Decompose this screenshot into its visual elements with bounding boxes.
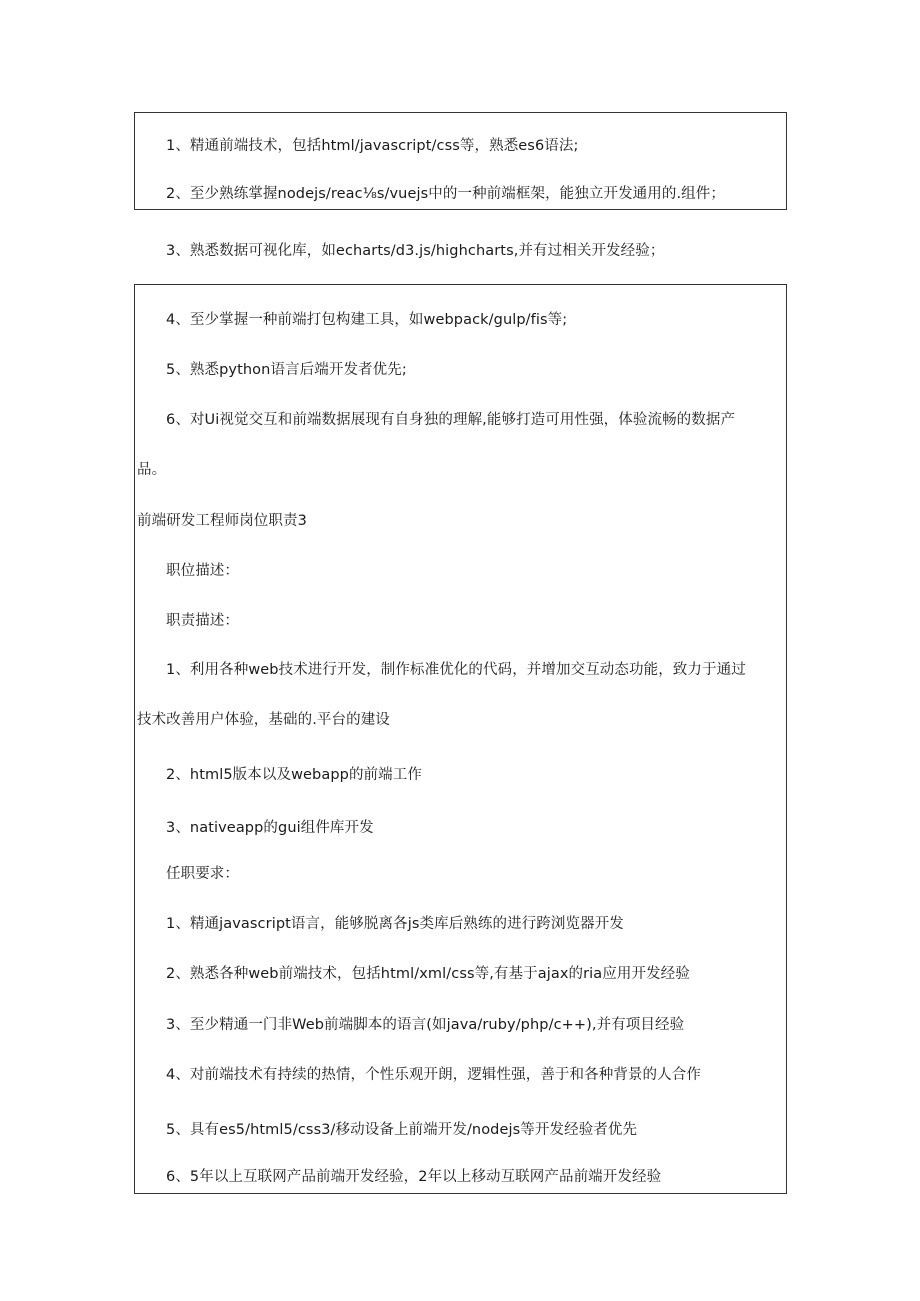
requirement-item-6: 6、对Ui视觉交互和前端数据展现有自身独的理解,能够打造可用性强，体验流畅的数据产 <box>166 412 736 428</box>
requirement-item-3: 3、熟悉数据可视化库，如echarts/d3.js/highcharts,并有过相关开发经验； <box>166 243 665 259</box>
duty-item-1-continued: 技术改善用户体验，基础的.平台的建设 <box>137 712 390 728</box>
qualification-item-6: 6、5年以上互联网产品前端开发经验，2年以上移动互联网产品前端开发经验 <box>166 1169 662 1185</box>
qualification-item-5: 5、具有es5/html5/css3/移动设备上前端开发/nodejs等开发经验者优先 <box>166 1122 638 1138</box>
qualifications-heading: 任职要求： <box>166 866 239 882</box>
qualification-item-1: 1、精通javascript语言，能够脱离各js类库后熟练的进行跨浏览器开发 <box>166 916 624 932</box>
duty-item-2: 2、html5版本以及webapp的前端工作 <box>166 767 422 783</box>
requirement-item-2: 2、至少熟练掌握nodejs/reac⅛s/vuejs中的一种前端框架，能独立开发通用的.组件； <box>166 186 725 202</box>
qualification-item-2: 2、熟悉各种web前端技术，包括html/xml/css等,有基于ajax的ria应用开发经验 <box>166 966 690 982</box>
duty-item-3: 3、nativeapp的gui组件库开发 <box>166 820 374 836</box>
qualification-item-4: 4、对前端技术有持续的热情，个性乐观开朗，逻辑性强，善于和各种背景的人合作 <box>166 1067 701 1083</box>
requirement-item-1: 1、精通前端技术，包括html/javascript/css等，熟悉es6语法; <box>166 138 579 154</box>
duties-heading: 职责描述： <box>166 613 239 629</box>
qualification-item-3: 3、至少精通一门非Web前端脚本的语言(如java/ruby/php/c++),并有项目经验 <box>166 1017 685 1033</box>
duty-item-1: 1、利用各种web技术进行开发，制作标准优化的代码，并增加交互动态功能，致力于通过 <box>166 662 746 678</box>
section-title: 前端研发工程师岗位职责3 <box>137 513 307 529</box>
requirement-item-4: 4、至少掌握一种前端打包构建工具，如webpack/gulp/fis等; <box>166 312 568 328</box>
requirement-item-5: 5、熟悉python语言后端开发者优先; <box>166 362 407 378</box>
requirement-item-6-continued: 品。 <box>137 462 167 478</box>
job-description-heading: 职位描述： <box>166 563 239 579</box>
